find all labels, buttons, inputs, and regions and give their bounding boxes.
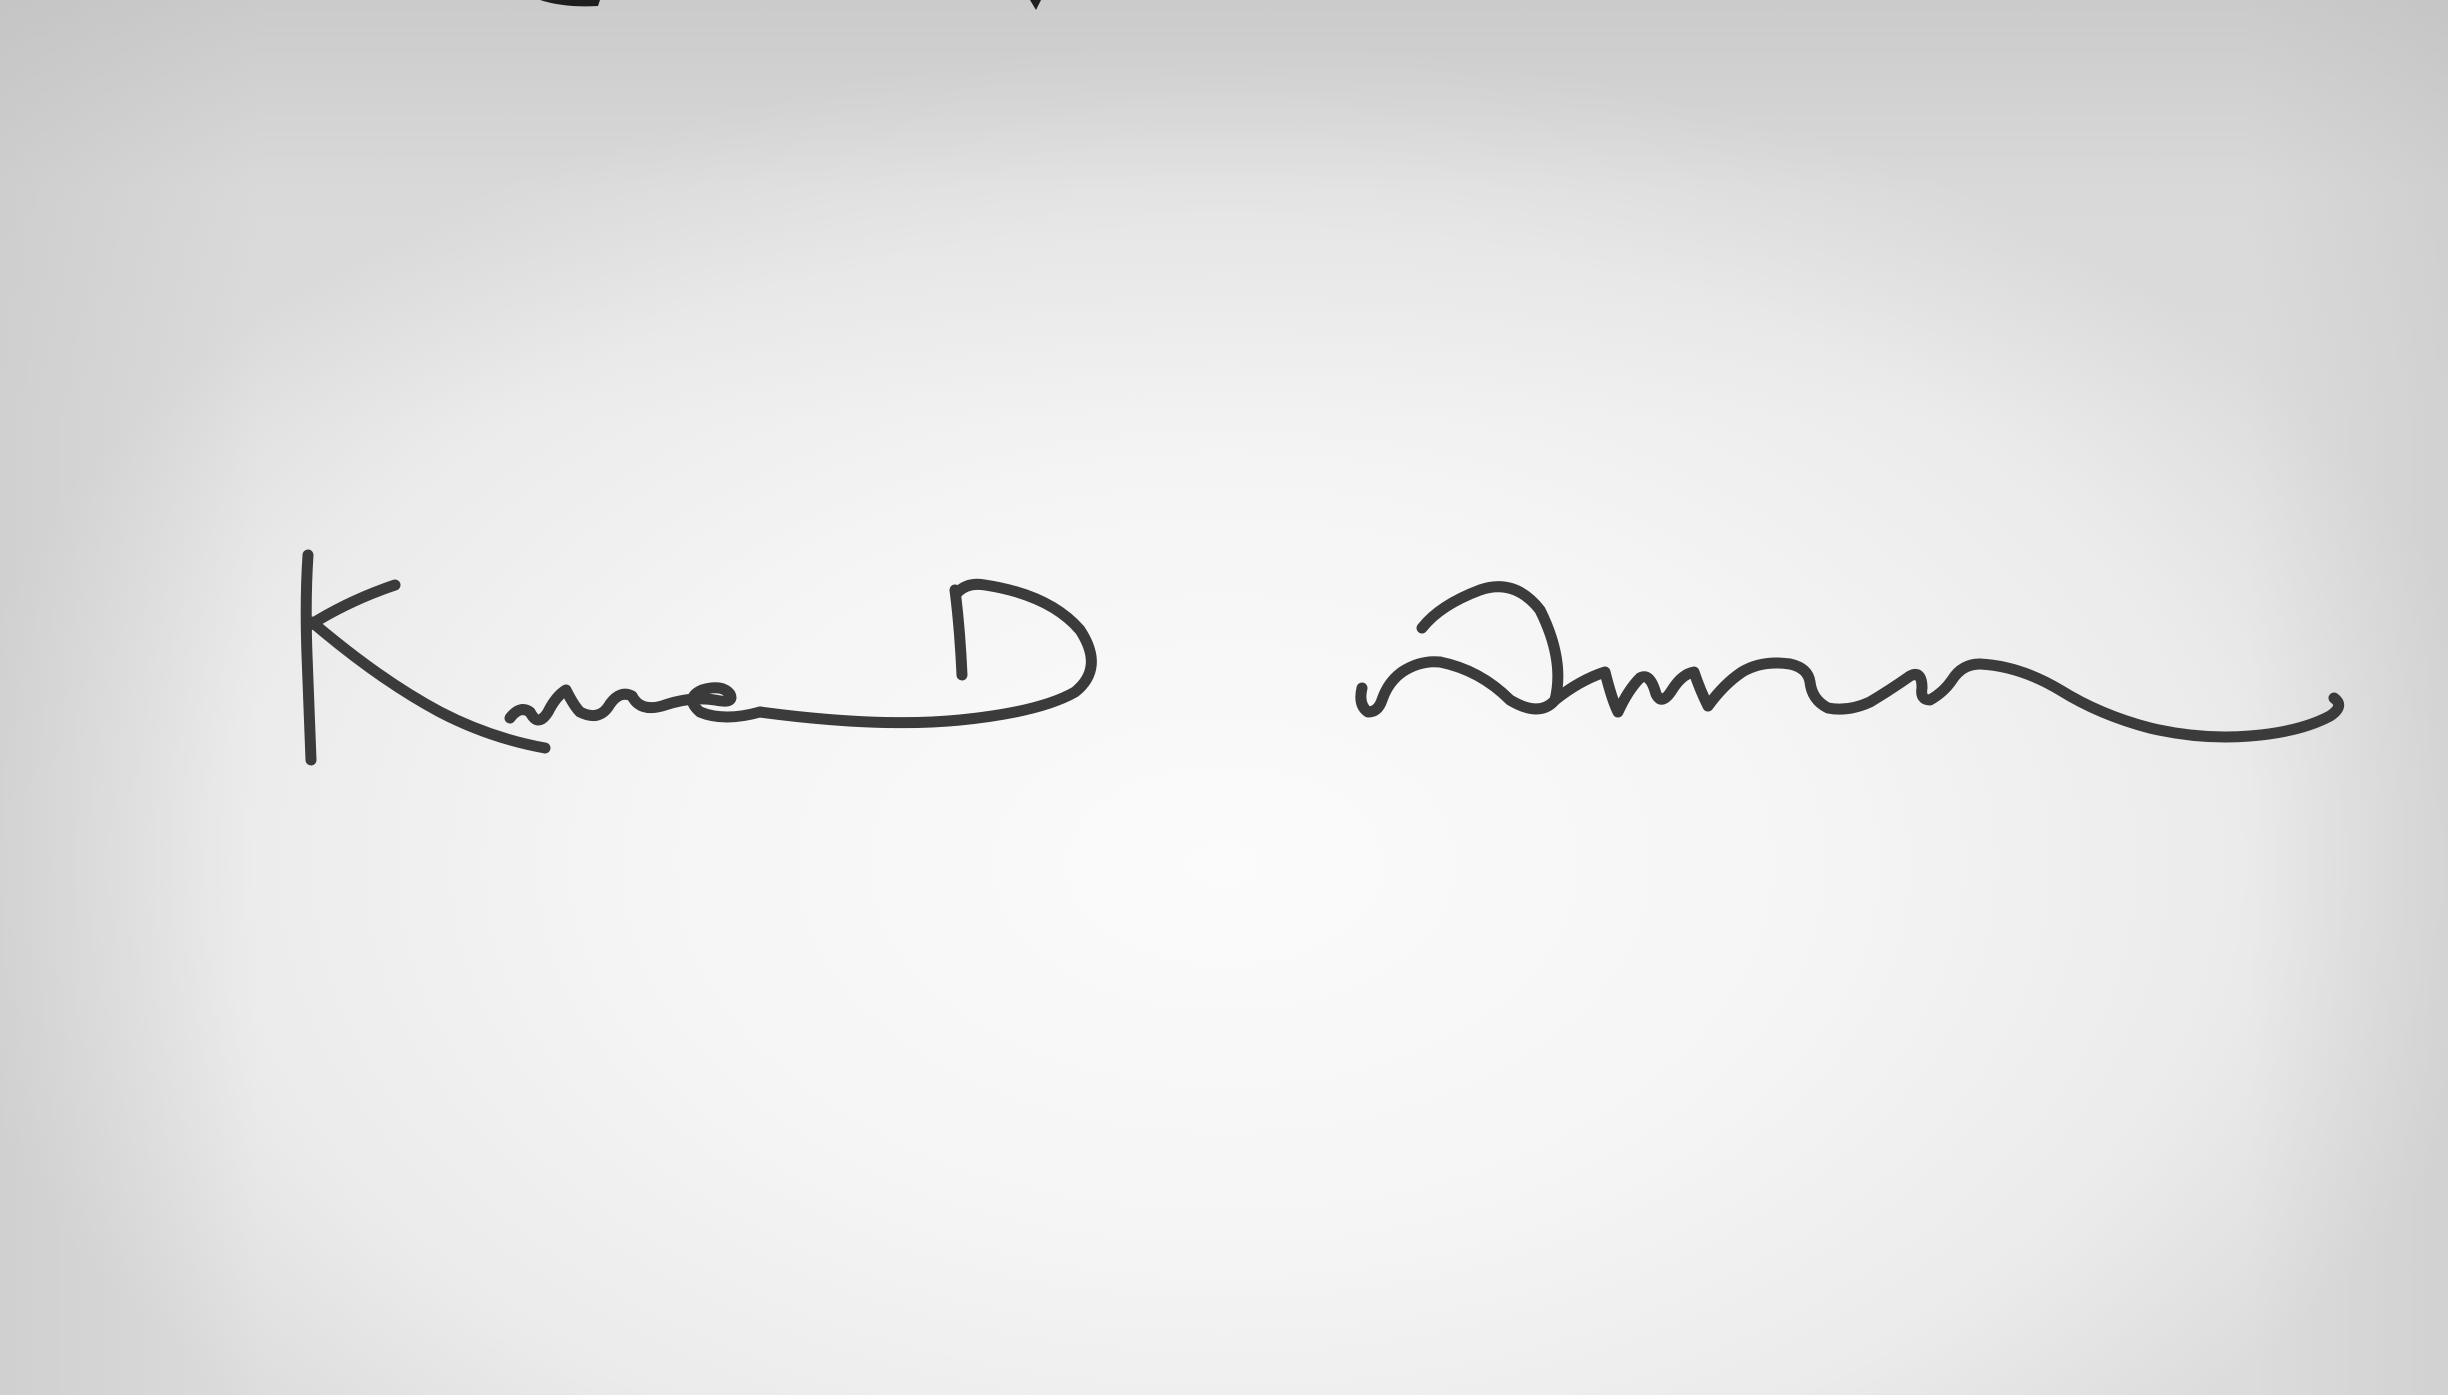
signature-stroke-tail bbox=[1980, 664, 2339, 737]
signature-stroke-k-leg bbox=[312, 622, 545, 748]
signature-stroke-word2-loop bbox=[1422, 587, 1558, 709]
signature-stroke-d-stem bbox=[955, 590, 962, 675]
signature-stroke-k-arm bbox=[310, 585, 395, 625]
signature-stroke-d-bowl bbox=[760, 584, 1091, 722]
signature-stroke-k-stem bbox=[306, 555, 311, 760]
signature-stroke-word2-hook bbox=[1361, 662, 1440, 712]
signature-stroke-mnm bbox=[1555, 663, 1980, 712]
signature-stroke-una bbox=[510, 688, 760, 720]
signature-ink bbox=[306, 555, 2338, 760]
